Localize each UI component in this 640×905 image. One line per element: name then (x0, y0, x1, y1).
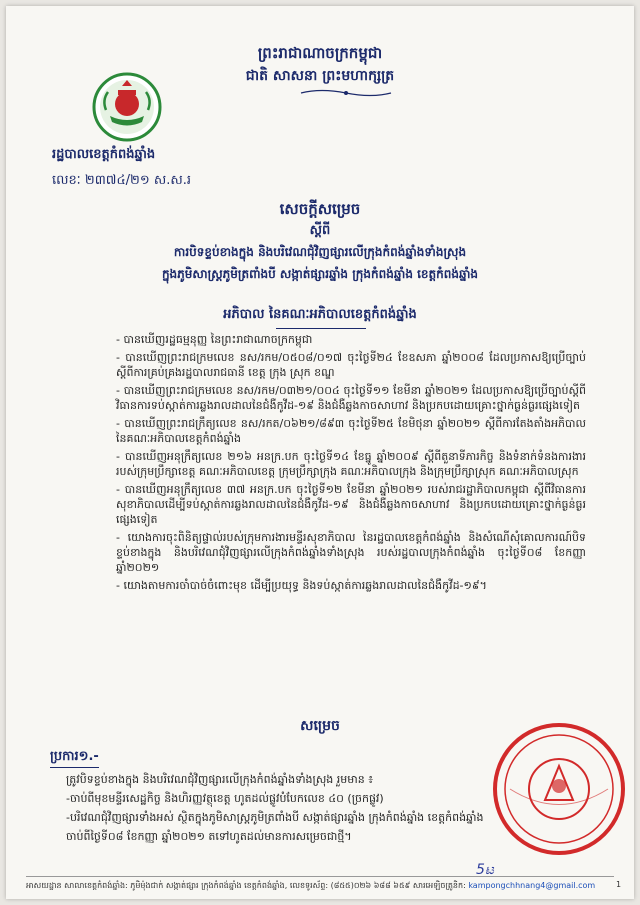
footer (26, 880, 614, 892)
kingdom-heading: ព្រះរាជាណាចក្រកម្ពុជា (257, 44, 383, 62)
article-line: -បរិវេណជុំវិញផ្សារទាំងអស់ ស្ថិតក្នុងភូមិសាស្ត្រភូមិត្រពាំងបី សង្កាត់ផ្សារឆ្នាំង ក្រុងកំពង់ឆ្នាំង ខេត្តកំពង់ឆ្នាំង (66, 811, 484, 824)
official-seal-icon (490, 720, 628, 858)
about-label: ស្ដីពី (309, 223, 331, 238)
article-1-label: ប្រការ១.- (50, 748, 99, 768)
subject-line-2: ក្នុងភូមិសាស្ត្រភូមិត្រពាំងបី សង្កាត់ផ្សារឆ្នាំង ក្រុងកំពង់ឆ្នាំង ខេត្តកំពង់ឆ្នាំង (161, 267, 479, 281)
article-line: ចាប់ពីថ្ងៃទី០៨ ខែកញ្ញា ឆ្នាំ២០២១ តទៅហូតដល់មានការសម្រេចជាថ្មី។ (66, 830, 352, 843)
consideration-item: - បានឃើញអនុក្រឹត្យលេខ ៣៧ អនក្រ.បក ចុះថ្ងៃទី១២ ខែមីនា ឆ្នាំ២០២១ របស់រាជរដ្ឋាភិបាលកម្ពុជា ស្តីពីវិធានការសុខាភិបាលដើម្បីទប់ស្កាត់ការឆ្លងរាលដាលនៃជំងឺកូវីដ-១៩ និងជំងឺឆ្លងកាចសាហាវ និងប្រកបដោយគ្រោះថ្នាក់ធ្ងន់ធ្ងរផ្សេងទៀត (116, 482, 586, 527)
consideration-item: - យោងការចុះពិនិត្យផ្ទាល់របស់ក្រុមការងារមន្ទីរសុខាភិបាល នៃរដ្ឋបាលខេត្តកំពង់ឆ្នាំង និងសំណើសុំគោលការណ៍បិទខ្ទប់ខាងក្នុង និងបរិវេណជុំវិញផ្សារលើក្រុងកំពង់ឆ្នាំងទាំងស្រុង របស់រដ្ឋបាលក្រុងកំពង់ឆ្នាំង ចុះថ្ងៃទី០៨ ខែកញ្ញា ឆ្នាំ២០២១ (116, 530, 586, 575)
consideration-item: - បានឃើញរដ្ឋធម្មនុញ្ញ នៃព្រះរាជាណាចក្រកម្ពុជា (116, 332, 586, 347)
consideration-item: - បានឃើញព្រះរាជក្រមលេខ នស/រកម/០៣២១/០០៤ ចុះថ្ងៃទី១១ ខែមីនា ឆ្នាំ២០២១ ដែលប្រកាសឱ្យប្រើច្បាប់ស្តីពីវិធានការទប់ស្កាត់ការឆ្លងរាលដាលនៃជំងឺកូវីដ-១៩ និងជំងឺឆ្លងកាចសាហាវ និងប្រកបដោយគ្រោះថ្នាក់ធ្ងន់ធ្ងរផ្សេងទៀត (116, 383, 586, 413)
footer-email[interactable]: kampongchhnang4@gmail.com (468, 881, 596, 890)
issuing-official: អភិបាល នៃគណៈអភិបាលខេត្តកំពង់ឆ្នាំង (223, 307, 417, 322)
issuing-authority: រដ្ឋបាលខេត្តកំពង់ឆ្នាំង (52, 147, 156, 162)
document-page (6, 6, 634, 899)
article-line: ត្រូវបិទខ្ទប់ខាងក្នុង និងបរិវេណជុំវិញផ្សារលើក្រុងកំពង់ឆ្នាំងទាំងស្រុង រួមមាន ៖ (66, 773, 374, 786)
consideration-item: - បានឃើញព្រះរាជក្រមលេខ នស/រកម/០៥០៨/០១៧ ចុះថ្ងៃទី២៤ ខែឧសភា ឆ្នាំ២០០៨ ដែលប្រកាសឱ្យប្រើច្បាប់ស្តីពីការគ្រប់គ្រងរដ្ឋបាលរាជធានី ខេត្ត ក្រុង ស្រុក ខណ្ឌ (116, 350, 586, 380)
decision-heading: សម្រេច (300, 718, 340, 734)
title-underline (276, 328, 366, 329)
consideration-item: - បានឃើញព្រះរាជក្រឹត្យលេខ នស/រកត/០៦២១/៨៩៣ ចុះថ្ងៃទី២៥ ខែមិថុនា ឆ្នាំ២០២១ ស្តីពីការតែងតាំងអភិបាល នៃគណៈអភិបាលខេត្តកំពង់ឆ្នាំង (116, 416, 586, 446)
subject-line-1: ការបិទខ្ទប់ខាងក្នុង និងបរិវេណជុំវិញផ្សារលើក្រុងកំពង់ឆ្នាំងទាំងស្រុង (173, 245, 467, 259)
article-line: -ចាប់ពីមុខមន្ទីរសេដ្ឋកិច្ច និងហិរញ្ញវត្ថុខេត្ត ហូតដល់ផ្លូវបំបែកលេខ ៤០ (ច្រកផ្លូវ) (66, 792, 384, 805)
signature: 5ಟ (476, 862, 495, 878)
page-number: 1 (616, 880, 622, 889)
article-1-body (66, 772, 536, 848)
footer-address: អាសយដ្ឋាន សាលាខេត្តកំពង់ឆ្នាំង: ភូមិម៉ុងជាក់ សង្កាត់ផ្សារ ក្រុងកំពង់ឆ្នាំង ខេត្តកំពង់ឆ្នាំង, លេខទូរស័ព្ទ: (៨៥៥)០២៦ ៦៨៨ ៦៥៩ សារអេឡិចត្រូនិក: (26, 881, 466, 890)
national-motto: ជាតិ សាសនា ព្រះមហាក្សត្រ (245, 68, 395, 84)
reference-number: លេខៈ ២៣៧៤/២១ ស.ស.រ (52, 173, 192, 188)
ornament-divider-icon (296, 88, 396, 98)
considerations-list (116, 332, 586, 596)
document-type-title: សេចក្ដីសម្រេច (279, 200, 361, 218)
footer-divider (26, 876, 614, 877)
consideration-item: - បានឃើញអនុក្រឹត្យលេខ ២១៦ អនក្រ.បក ចុះថ្ងៃទី១៤ ខែធ្នូ ឆ្នាំ២០០៩ ស្តីពីតួនាទីភារកិច្ច និងទំនាក់ទំនងការងាររបស់ក្រុមប្រឹក្សាខេត្ត គណៈអភិបាលខេត្ត ក្រុមប្រឹក្សាក្រុង គណៈអភិបាលក្រុង និងក្រុមប្រឹក្សាស្រុក គណៈអភិបាលស្រុក (116, 449, 586, 479)
consideration-item: - យោងតាមការចាំបាច់ចំពោះមុខ ដើម្បីប្រយុទ្ធ និងទប់ស្កាត់ការឆ្លងរាលដាលនៃជំងឺកូវីដ-១៩។ (116, 578, 586, 593)
